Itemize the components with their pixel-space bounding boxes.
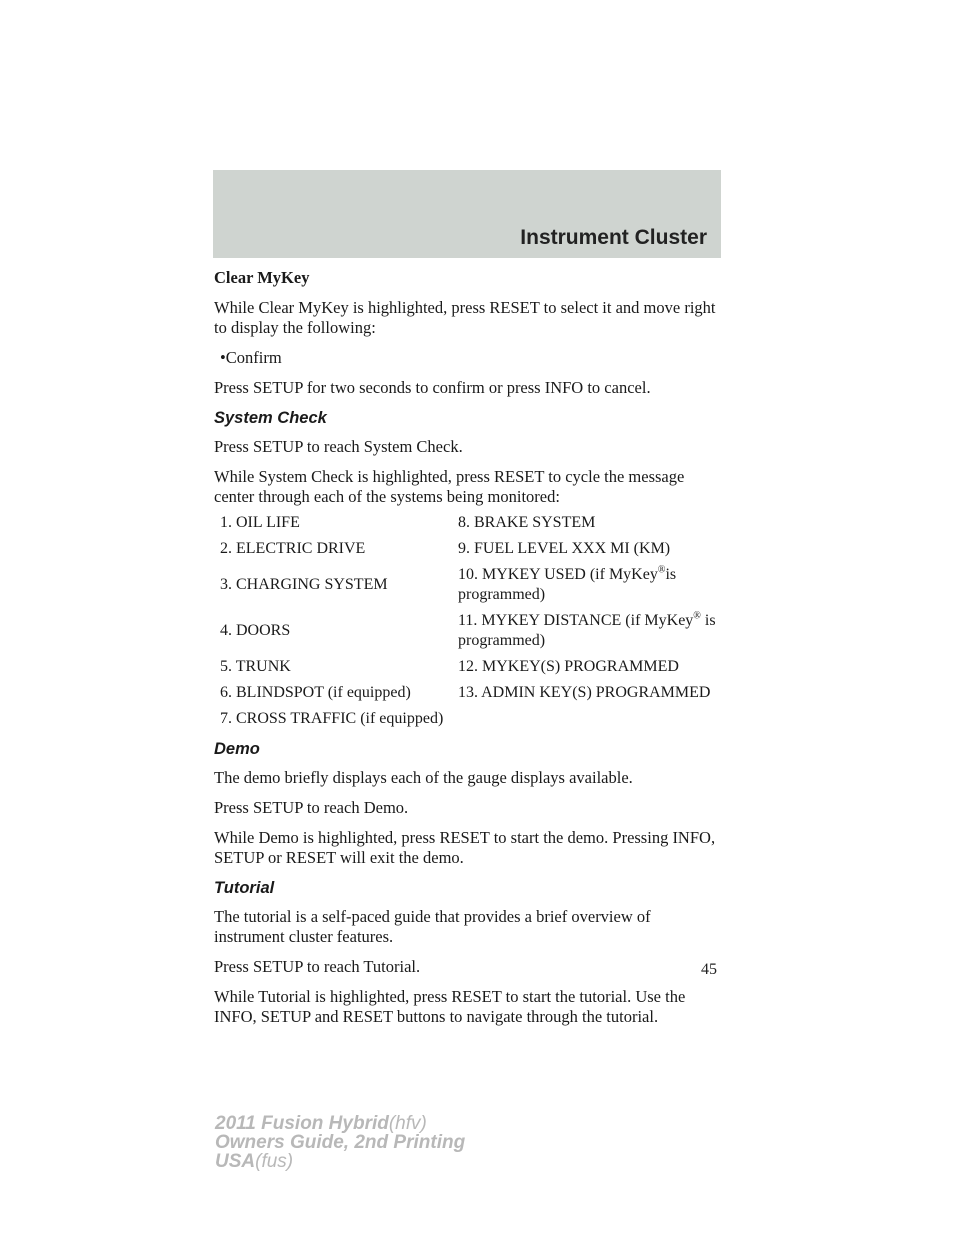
check-item-right: 12. MYKEY(S) PROGRAMMED [458, 658, 679, 675]
system-check-p1: Press SETUP to reach System Check. [214, 437, 463, 456]
footer-market: USA [215, 1151, 256, 1172]
check-item-right: 10. MYKEY USED (if MyKey®is programmed) [458, 564, 677, 603]
page-content [214, 268, 720, 1037]
tutorial-p3: While Tutorial is highlighted, press RESET to start the tutorial. Use the INFO, SETUP and RESET buttons to navigate through the tutorial. [214, 987, 686, 1026]
footer-market-code: (fus) [255, 1151, 294, 1172]
tutorial-heading: Tutorial [214, 879, 275, 897]
demo-p2: Press SETUP to reach Demo. [214, 798, 409, 817]
registered-mark: ® [693, 610, 701, 622]
check-item-left: 6. BLINDSPOT (if equipped) [220, 684, 411, 701]
footer-guide-edition: Owners Guide, 2nd Printing [215, 1132, 466, 1153]
page-number: 45 [701, 961, 717, 978]
tutorial-p1: The tutorial is a self-paced guide that provides a brief overview of instrument cluster features. [214, 907, 651, 946]
check-item-right: 8. BRAKE SYSTEM [458, 514, 596, 531]
footer-model: 2011 Fusion Hybrid [215, 1113, 389, 1134]
check-item-right: 11. MYKEY DISTANCE (if MyKey® is programmed) [458, 610, 716, 649]
system-check-p2: While System Check is highlighted, press RESET to cycle the message center through each of the systems being monitored: [214, 467, 685, 506]
confirm-bullet-item [214, 348, 720, 368]
demo-heading: Demo [214, 740, 260, 758]
system-check-heading: System Check [214, 409, 327, 427]
check-item-left: 1. OIL LIFE [220, 514, 300, 531]
registered-mark: ® [657, 564, 666, 576]
clear-mykey-instruction: Press SETUP for two seconds to confirm or press INFO to cancel. [214, 378, 651, 397]
clear-mykey-heading: Clear MyKey [214, 268, 310, 287]
check-item-left: 2. ELECTRIC DRIVE [220, 540, 366, 557]
check-item-right: 9. FUEL LEVEL XXX MI (KM) [458, 540, 671, 557]
tutorial-p2: Press SETUP to reach Tutorial. [214, 957, 421, 976]
check-item-left: 5. TRUNK [220, 658, 291, 675]
document-footer [215, 1114, 465, 1171]
check-item-right [458, 709, 720, 729]
demo-p3: While Demo is highlighted, press RESET to start the demo. Pressing INFO, SETUP or RESET will exit the demo. [214, 828, 716, 867]
demo-p1: The demo briefly displays each of the gauge displays available. [214, 768, 633, 787]
bullet-text: Confirm [225, 348, 282, 367]
check-item-left: 3. CHARGING SYSTEM [220, 576, 388, 593]
check-item-left: 7. CROSS TRAFFIC (if equipped) [220, 710, 444, 727]
bullet-icon: • [220, 348, 226, 367]
footer-model-code: (hfv) [388, 1113, 427, 1134]
section-title: Instrument Cluster [520, 226, 707, 249]
clear-mykey-intro: While Clear MyKey is highlighted, press RESET to select it and move right to display the following: [214, 298, 716, 337]
check-item-right: 13. ADMIN KEY(S) PROGRAMMED [458, 684, 711, 701]
check-item-left: 4. DOORS [220, 622, 291, 639]
section-header-bar [213, 170, 721, 258]
system-check-list [214, 513, 720, 729]
